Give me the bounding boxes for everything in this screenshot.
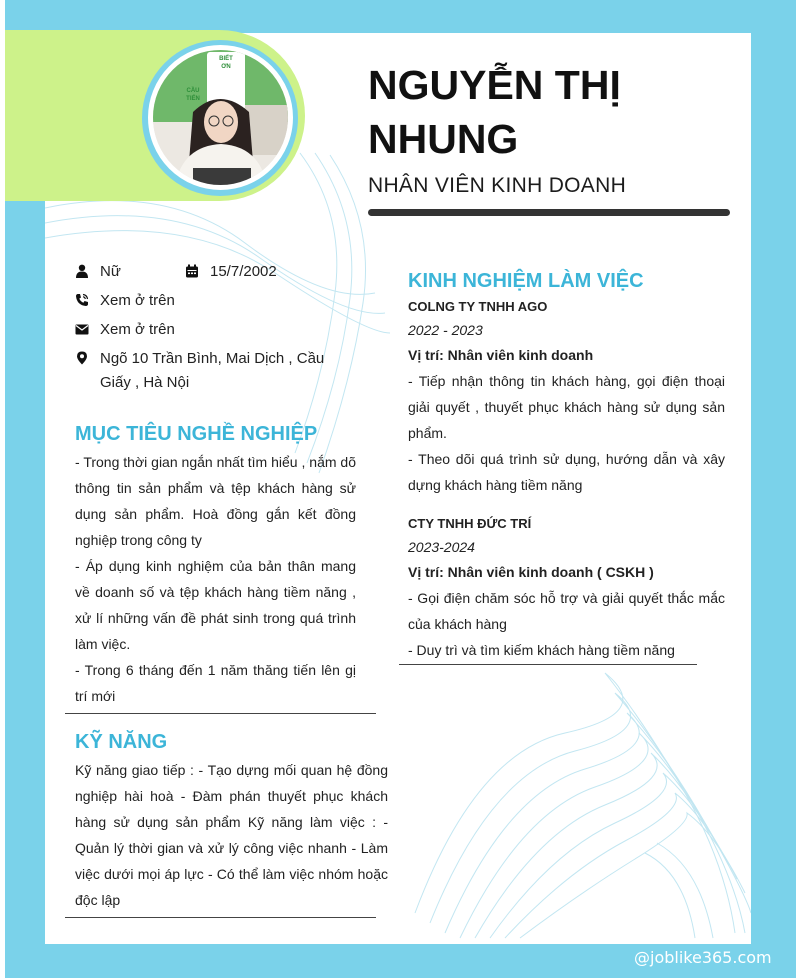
birthdate-row xyxy=(185,260,315,284)
avatar-photo-illustration xyxy=(153,50,288,185)
job-1-duty-2: - Theo dõi quá trình sử dụng, hướng dẫn và xây dựng khách hàng tiềm năng xyxy=(408,451,725,493)
email-icon xyxy=(75,322,89,336)
objective-paragraph-1: - Trong thời gian ngắn nhất tìm hiểu , nắm dõ thông tin sản phẩm và tệp khách hàng sử dụng sản phẩm. Hoà đồng gắn kết đồng nghiệp trong công ty xyxy=(75,454,356,548)
email-value: Xem ở trên xyxy=(100,321,175,338)
sign-text-3: CẦU xyxy=(186,88,200,94)
user-icon xyxy=(75,264,89,278)
candidate-job-title: NHÂN VIÊN KINH DOANH xyxy=(368,174,627,197)
avatar xyxy=(148,45,293,190)
job-2-period: 2023-2024 xyxy=(408,539,475,555)
job-1-period: 2022 - 2023 xyxy=(408,322,483,338)
title-underline-bar xyxy=(368,209,730,216)
skills-heading: KỸ NĂNG xyxy=(75,731,168,753)
calendar-icon xyxy=(185,264,199,278)
job-1-company: COLNG TY TNHH AGO xyxy=(408,299,548,314)
sign-text-2: ƠN xyxy=(221,64,231,70)
gender-value: Nữ xyxy=(100,263,121,280)
job-2-duty-1: - Gọi điện chăm sóc hỗ trợ và giải quyết thắc mắc của khách hàng xyxy=(408,590,725,632)
sign-text-4: TIẾN xyxy=(186,96,200,102)
job-2-role: Vị trí: Nhân viên kinh doanh ( CSKH ) xyxy=(408,564,654,580)
objective-divider xyxy=(65,713,376,714)
objective-paragraph-2: - Áp dụng kinh nghiệm của bản thân mang về doanh số và tệp khách hàng tiềm năng , xử lí những vấn đề phát sinh trong quá trình làm việc. xyxy=(75,558,356,652)
location-icon xyxy=(75,351,89,365)
candidate-name: NGUYỄN THỊ NHUNG xyxy=(368,62,621,162)
objective-paragraph-3: - Trong 6 tháng đến 1 năm thăng tiến lên gị trí mới xyxy=(75,662,356,704)
job-2-company: CTY TNHH ĐỨC TRÍ xyxy=(408,516,532,531)
watermark-link[interactable]: @joblike365.com xyxy=(634,948,772,967)
phone-row xyxy=(75,289,335,313)
job-1-role: Vị trí: Nhân viên kinh doanh xyxy=(408,347,594,363)
sign-text-1: BIẾT xyxy=(219,56,233,62)
job-2-duty-2: - Duy trì và tìm kiếm khách hàng tiềm năng xyxy=(408,642,675,658)
phone-icon xyxy=(75,293,89,307)
skills-divider xyxy=(65,917,376,918)
experience-divider xyxy=(399,664,697,665)
email-row xyxy=(75,318,335,342)
address-row xyxy=(75,347,345,397)
address-value: Ngõ 10 Trần Bình, Mai Dịch , Cầu Giấy , Hà Nội xyxy=(100,350,325,391)
gender-row xyxy=(75,260,185,284)
skills-paragraph: Kỹ năng giao tiếp : - Tạo dựng mối quan hệ đồng nghiệp hài hoà - Đàm phán thuyết phục khách hàng sử dụng sản phẩm Kỹ năng làm việc : - Quản lý thời gian và xử lý công việc nhanh - Làm việc dưới mọi áp lực - Có thể làm việc nhóm hoặc độc lập xyxy=(75,762,388,908)
birthdate-value: 15/7/2002 xyxy=(210,263,277,280)
phone-value: Xem ở trên xyxy=(100,292,175,309)
objective-heading: MỤC TIÊU NGHỀ NGHIỆP xyxy=(75,423,318,445)
experience-heading: KINH NGHIỆM LÀM VIỆC xyxy=(408,270,644,292)
job-1-duty-1: - Tiếp nhận thông tin khách hàng, gọi điện thoại giải quyết , thuyết phục khách hàng sử dụng sản phẩm. xyxy=(408,373,725,441)
